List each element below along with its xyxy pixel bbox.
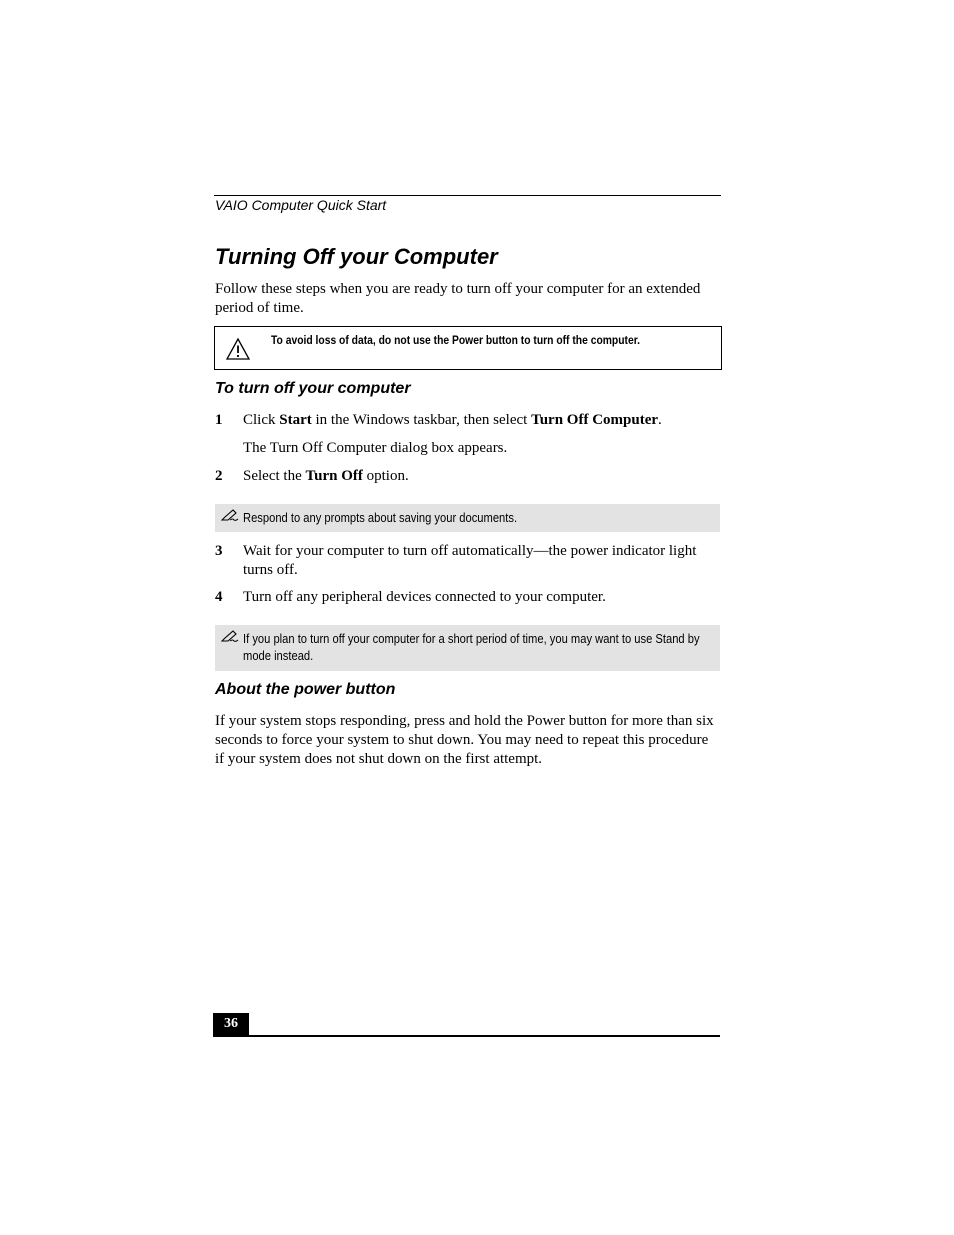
note-box-1 bbox=[215, 504, 720, 532]
step-number: 4 bbox=[215, 589, 223, 605]
step-number: 2 bbox=[215, 468, 223, 484]
step-number: 3 bbox=[215, 543, 223, 559]
intro-paragraph: Follow these steps when you are ready to turn off your computer for an extended period of time. bbox=[215, 281, 701, 316]
warning-box bbox=[214, 326, 722, 370]
page-title: Turning Off your Computer bbox=[215, 244, 498, 269]
note-text: Respond to any prompts about saving your documents. bbox=[243, 510, 518, 525]
footer-rule bbox=[213, 1035, 720, 1037]
start-label: Start bbox=[279, 412, 312, 428]
section-heading-turn-off: To turn off your computer bbox=[215, 380, 411, 397]
warning-triangle-icon bbox=[225, 337, 251, 361]
step-text: Turn off any peripheral devices connected to your computer. bbox=[243, 589, 606, 605]
note-pencil-icon bbox=[221, 629, 239, 643]
header-rule bbox=[214, 195, 721, 196]
running-header: VAIO Computer Quick Start bbox=[215, 197, 387, 213]
step-text: Wait for your computer to turn off automatically—the power indicator light turns off. bbox=[243, 543, 697, 578]
warning-text: To avoid loss of data, do not use the Power button to turn off the computer. bbox=[271, 333, 641, 347]
turn-off-computer-label: Turn Off Computer bbox=[531, 412, 659, 428]
turn-off-label: Turn Off bbox=[305, 468, 363, 484]
note-text: If you plan to turn off your computer for a short period of time, you may want to use Stand by mode instead. bbox=[243, 631, 700, 663]
step-text: Select the Turn Off option. bbox=[243, 468, 409, 484]
step-text: Click Start in the Windows taskbar, then select Turn Off Computer. bbox=[243, 412, 662, 428]
step-number: 1 bbox=[215, 412, 223, 428]
section-heading-power-button: About the power button bbox=[215, 681, 396, 698]
note-box-2 bbox=[215, 625, 720, 671]
note-pencil-icon bbox=[221, 508, 239, 522]
power-button-paragraph: If your system stops responding, press and hold the Power button for more than six seconds to force your system to shut down. You may need to repeat this procedure if your system does not shut down on the first attempt. bbox=[215, 713, 714, 767]
page-number: 36 bbox=[213, 1013, 249, 1036]
